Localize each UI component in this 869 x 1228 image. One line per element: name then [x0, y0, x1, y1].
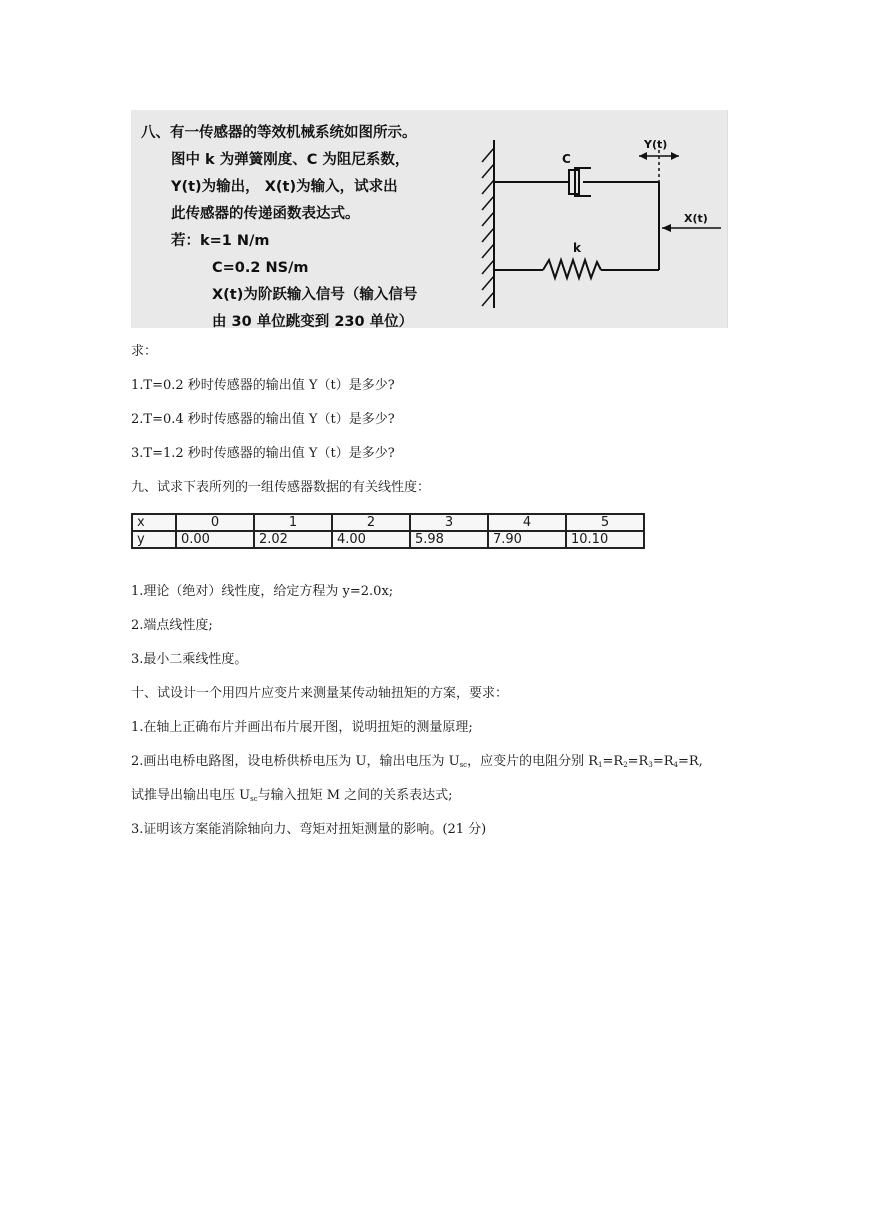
table-cell: 4.00 — [332, 531, 410, 548]
q10-item-2-text: =R — [602, 754, 624, 769]
q9-item-1: 1.理论（绝对）线性度，给定方程为 y=2.0x; — [131, 584, 394, 599]
table-cell: 0.00 — [176, 531, 254, 548]
q10-item-2-text: =R — [652, 754, 674, 769]
table-cell: 5.98 — [410, 531, 488, 548]
damper — [494, 168, 659, 196]
problem-8-title: 八、有一传感器的等效机械系统如图所示。 — [141, 125, 417, 141]
q10-item-2-text: 2.画出电桥电路图，设电桥供桥电压为 U，输出电压为 U — [131, 754, 460, 769]
q10-item-2b-text: 与输入扭矩 M 之间的关系表达式; — [257, 788, 453, 803]
subscript: 1 — [598, 761, 603, 769]
figure-line: 此传感器的传递函数表达式。 — [171, 206, 360, 222]
problem-figure — [131, 110, 728, 328]
output-label: Y(t) — [644, 138, 668, 151]
input-label: X(t) — [684, 212, 708, 225]
q10-item-2-text: =R — [627, 754, 649, 769]
figure-line: C=0.2 NS/m — [212, 260, 309, 276]
damper-label: C — [562, 152, 571, 166]
figure-line: Y(t)为输出， X(t)为输入，试求出 — [171, 179, 398, 195]
table-cell: 5 — [566, 514, 644, 531]
q10-item-2-text: =R, — [677, 754, 703, 769]
figure-line: 图中 k 为弹簧刚度、C 为阻尼系数， — [171, 152, 410, 168]
table-cell: 2 — [332, 514, 410, 531]
output-arrowhead-left — [639, 152, 647, 160]
output-arrowhead-right — [671, 152, 679, 160]
spring — [494, 260, 659, 278]
mechanical-system-diagram — [131, 110, 727, 328]
table-row-x — [132, 514, 644, 531]
q9-title: 九、试求下表所列的一组传感器数据的有关线性度： — [131, 480, 431, 495]
sensor-data-table — [131, 513, 645, 549]
q9-item-3: 3.最小二乘线性度。 — [131, 652, 248, 667]
table-header-y: y — [132, 531, 176, 548]
table-cell: 10.10 — [566, 531, 644, 548]
q10-item-2-cont — [131, 784, 453, 803]
figure-line: 由 30 单位跳变到 230 单位） — [212, 314, 414, 330]
q9-item-2: 2.端点线性度; — [131, 618, 213, 633]
table-cell: 2.02 — [254, 531, 332, 548]
table-cell: 1 — [254, 514, 332, 531]
q10-item-3: 3.证明该方案能消除轴向力、弯矩对扭矩测量的影响。(21 分) — [131, 822, 487, 837]
subscript: sc — [459, 761, 468, 769]
q8-item-3: 3.T=1.2 秒时传感器的输出值 Y（t）是多少? — [131, 446, 395, 461]
q8-ask: 求： — [131, 344, 158, 359]
subscript: 4 — [673, 761, 678, 769]
subscript: 2 — [623, 761, 628, 769]
q10-item-2 — [131, 750, 703, 769]
q10-item-2-text: ，应变片的电阻分别 R — [467, 754, 599, 769]
spring-label: k — [573, 241, 581, 255]
q8-item-2: 2.T=0.4 秒时传感器的输出值 Y（t）是多少? — [131, 412, 395, 427]
wall-hatching — [482, 148, 494, 306]
table-cell: 3 — [410, 514, 488, 531]
subscript: 3 — [648, 761, 653, 769]
table-cell: 0 — [176, 514, 254, 531]
figure-line: 若：k=1 N/m — [171, 233, 270, 249]
q8-item-1: 1.T=0.2 秒时传感器的输出值 Y（t）是多少? — [131, 378, 395, 393]
table-cell: 7.90 — [488, 531, 566, 548]
figure-line: X(t)为阶跃输入信号（输入信号 — [212, 287, 418, 303]
q10-title: 十、试设计一个用四片应变片来测量某传动轴扭矩的方案，要求： — [131, 686, 509, 701]
input-arrowhead — [662, 224, 671, 232]
q10-item-2b-text: 试推导出输出电压 U — [131, 788, 251, 803]
table-row-y — [132, 531, 644, 548]
table-header-x: x — [132, 514, 176, 531]
subscript: sc — [250, 795, 258, 803]
q10-item-1: 1.在轴上正确布片并画出布片展开图，说明扭矩的测量原理; — [131, 720, 473, 735]
table-cell: 4 — [488, 514, 566, 531]
